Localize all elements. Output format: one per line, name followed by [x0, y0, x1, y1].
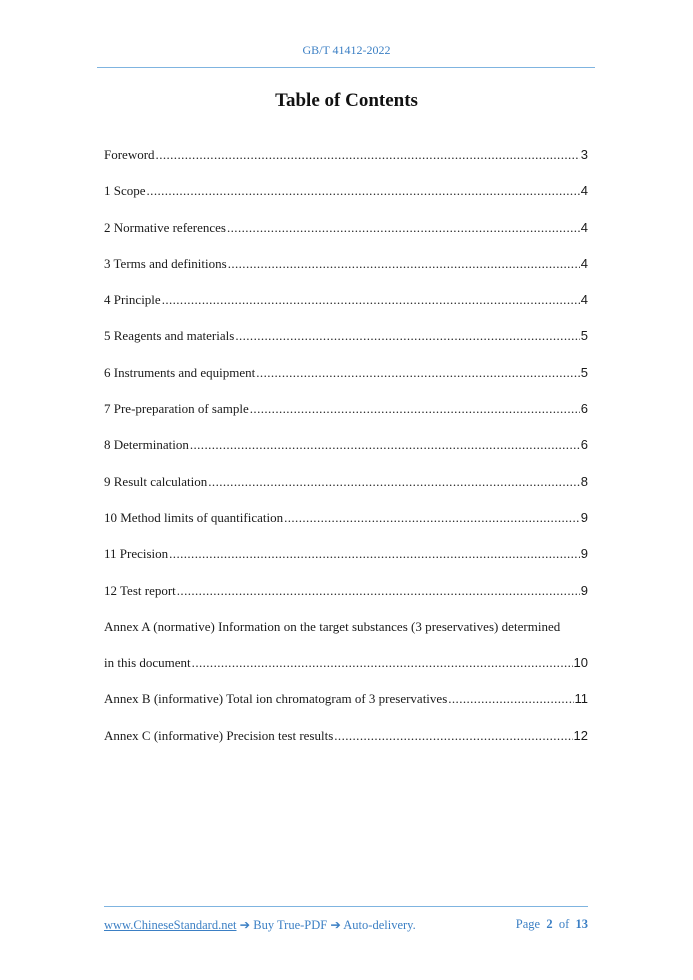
buy-pdf-link[interactable]: Buy True-PDF	[253, 918, 328, 932]
toc-entry-method-limits[interactable]	[104, 508, 588, 544]
dot-leader	[256, 363, 579, 383]
page-total: 13	[575, 917, 588, 931]
page-title: Table of Contents	[275, 90, 418, 111]
toc-entry-page: 12	[573, 727, 588, 743]
toc-entry-result-calculation[interactable]	[104, 472, 588, 508]
arrow-right-icon: ➔	[239, 918, 251, 932]
toc-entry-scope[interactable]	[104, 181, 588, 217]
toc-entry-page: 4	[580, 292, 588, 308]
toc-entry-label: 3 Terms and definitions	[104, 255, 227, 271]
toc-entry-label: 12 Test report	[104, 582, 176, 598]
toc-entry-page: 5	[580, 364, 588, 380]
toc-entry-terms-definitions[interactable]	[104, 254, 588, 290]
toc-entry-reagents-materials[interactable]	[104, 326, 588, 362]
dot-leader	[156, 145, 580, 165]
toc-entry-label: 10 Method limits of quantification	[104, 509, 284, 525]
toc-entry-label: Annex A (normative) Information on the target substances (3 preservatives) determined	[104, 618, 561, 634]
dot-leader	[192, 653, 573, 673]
toc-entry-label: Annex B (informative) Total ion chromatogram of 3 preservatives	[104, 691, 448, 707]
toc-entry-page: 4	[580, 183, 588, 199]
arrow-right-icon: ➔	[330, 918, 341, 932]
toc-entry-label: 8 Determination	[104, 437, 189, 453]
toc-entry-page: 8	[580, 473, 588, 489]
toc-entry-precision[interactable]	[104, 544, 588, 580]
dot-leader	[227, 218, 580, 238]
toc-entry-determination[interactable]	[104, 435, 588, 471]
toc-entry-label: 7 Pre-preparation of sample	[104, 401, 249, 417]
toc-entry-page: 6	[580, 401, 588, 417]
toc-entry-normative-references[interactable]	[104, 218, 588, 254]
toc-entry-page: 6	[580, 437, 588, 453]
page-current: 2	[546, 917, 553, 931]
toc-entry-annex-b[interactable]	[104, 689, 588, 725]
dot-leader	[235, 326, 579, 346]
page-word: Page	[515, 917, 541, 931]
page-indicator	[516, 917, 588, 933]
dot-leader	[177, 581, 580, 601]
toc-entry-principle[interactable]	[104, 290, 588, 326]
table-of-contents	[104, 145, 588, 762]
footer-divider	[104, 906, 588, 907]
toc-entry-test-report[interactable]	[104, 581, 588, 617]
standard-code-header: GB/T 41412-2022	[302, 43, 391, 57]
page-footer	[104, 917, 588, 933]
toc-entry-foreword[interactable]	[104, 145, 588, 181]
toc-entry-annex-c[interactable]	[104, 726, 588, 762]
dot-leader	[190, 435, 580, 455]
toc-entry-label: 5 Reagents and materials	[104, 328, 235, 344]
dot-leader	[162, 290, 580, 310]
toc-entry-page: 10	[573, 655, 588, 671]
toc-entry-instruments-equipment[interactable]	[104, 363, 588, 399]
toc-entry-page: 4	[580, 219, 588, 235]
toc-entry-label: in this document	[104, 655, 191, 671]
footer-promo	[104, 917, 416, 933]
header-divider	[97, 67, 595, 68]
dot-leader	[250, 399, 580, 419]
toc-entry-label: 1 Scope	[104, 183, 146, 199]
auto-delivery-text: Auto-delivery.	[343, 918, 416, 932]
toc-entry-annex-a-line1[interactable]	[104, 617, 588, 653]
toc-entry-pre-preparation[interactable]	[104, 399, 588, 435]
toc-entry-page: 9	[580, 509, 588, 525]
dot-leader	[208, 472, 580, 492]
toc-entry-annex-a-line2[interactable]	[104, 653, 588, 689]
toc-entry-page: 4	[580, 255, 588, 271]
dot-leader	[448, 689, 573, 709]
toc-entry-label: 9 Result calculation	[104, 473, 208, 489]
toc-entry-label: 2 Normative references	[104, 219, 226, 235]
toc-entry-label: 4 Principle	[104, 292, 161, 308]
toc-entry-label: Foreword	[104, 147, 155, 162]
toc-entry-page: 3	[580, 147, 588, 162]
dot-leader	[228, 254, 580, 274]
dot-leader	[284, 508, 580, 528]
toc-entry-label: 6 Instruments and equipment	[104, 364, 256, 380]
dot-leader	[147, 181, 580, 201]
toc-entry-label: Annex C (informative) Precision test results	[104, 727, 334, 743]
dot-leader	[334, 726, 572, 746]
toc-entry-page: 9	[580, 582, 588, 598]
toc-entry-page: 11	[574, 691, 588, 707]
toc-entry-label: 11 Precision	[104, 546, 169, 562]
dot-leader	[169, 544, 580, 564]
toc-entry-page: 9	[580, 546, 588, 562]
site-link[interactable]: www.ChineseStandard.net	[104, 918, 237, 932]
toc-entry-page: 5	[580, 328, 588, 344]
of-word: of	[558, 917, 570, 931]
